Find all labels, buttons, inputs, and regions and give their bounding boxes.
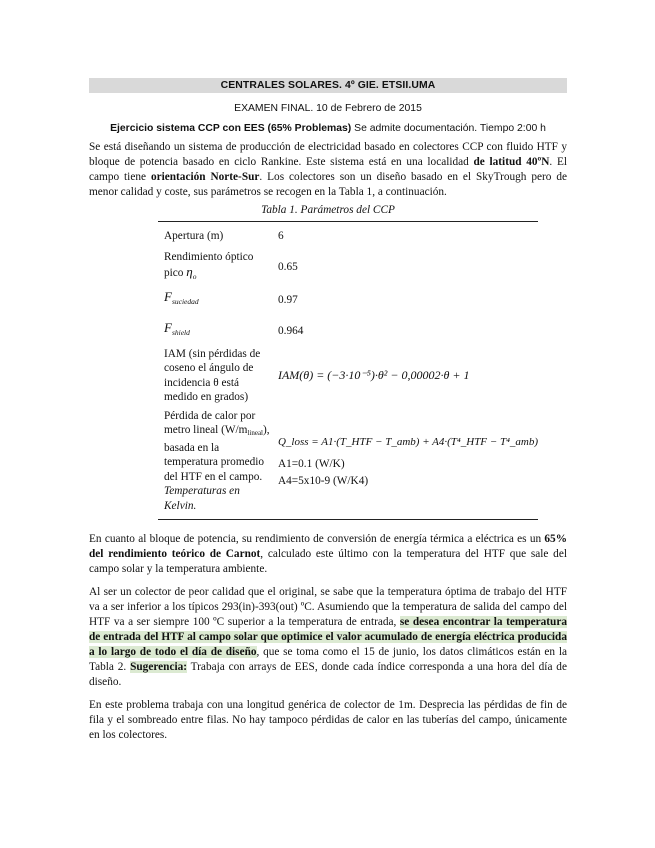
table-row bbox=[158, 405, 538, 520]
table-row bbox=[158, 316, 538, 347]
row-value: 6 bbox=[272, 222, 538, 250]
exercise-title bbox=[89, 122, 567, 136]
highlighted-hint: Sugerencia: bbox=[130, 661, 188, 673]
row-value: 0.97 bbox=[277, 293, 298, 306]
table-caption: Tabla 1. Parámetros del CCP bbox=[261, 204, 395, 216]
table-row bbox=[158, 222, 538, 250]
table-row bbox=[158, 347, 538, 405]
qloss-equation: Q_loss = A1·(T_HTF − T_amb) + A4·(T⁴_HTF − T⁴_amb) bbox=[277, 436, 538, 448]
row-label: $F_{shield}$ bbox=[164, 320, 190, 338]
course-title: CENTRALES SOLARES. 4º GIE. ETSII.UMA bbox=[89, 78, 567, 93]
row-label: $F_{suciedad}$ bbox=[164, 289, 199, 307]
row-label: Apertura (m) bbox=[158, 222, 272, 250]
table-row bbox=[158, 285, 538, 316]
highlighted-goal: se desea encontrar la temperatura de entrada del HTF al campo solar que optimice el valor acumulado de energía eléctrica producida a lo largo de todo el día de diseño bbox=[89, 616, 567, 658]
row-value: 0.964 bbox=[277, 324, 304, 337]
row-value: 0.65 bbox=[277, 260, 298, 273]
row-label: IAM (sin pérdidas de coseno el ángulo de incidencia θ está medido en grados) bbox=[164, 347, 261, 403]
parameters-table bbox=[158, 221, 538, 520]
exam-title: EXAMEN FINAL. 10 de Febrero de 2015 bbox=[234, 103, 422, 114]
heat-loss-formula bbox=[272, 405, 538, 520]
row-label: Pérdida de calor por metro lineal (W/mlineal), basada en la temperatura promedio del HTF en el campo. Temperaturas en Kelvin. bbox=[158, 405, 272, 520]
iam-formula: IAM(θ) = (−3·10⁻⁵)·θ² − 0,00002·θ + 1 bbox=[277, 367, 470, 382]
exercise-title-rest: Se admite documentación. Tiempo 2:00 h bbox=[351, 123, 546, 134]
coefficient-a1: A1=0.1 (W/K) bbox=[277, 457, 345, 470]
row-label: Rendimiento óptico pico $\eta_o$ bbox=[164, 251, 254, 281]
coefficient-a4: A4=5x10-9 (W/K4) bbox=[277, 475, 369, 487]
exercise-title-bold: Ejercicio sistema CCP con EES (65% Problemas) bbox=[110, 123, 352, 134]
power-block-paragraph: En cuanto al bloque de potencia, su rendimiento de conversión de energía térmica a eléctrica es un 65% del rendimiento teórico de Carnot, calculado este último con la temperatura del HTF que sale del campo solar y la temperatura ambiente. bbox=[89, 533, 567, 575]
optimization-paragraph: Al ser un colector de peor calidad que el original, se sabe que la temperatura óptima de trabajo del HTF va a ser inferior a los típicos 293(in)-393(out) ºC. Asumiendo que la temperatura de salida del campo del HTF va a ser siempre 100 ºC superior a la temperatura de entrada, se desea encontrar la temperatura de entrada del HTF al campo solar que optimice el valor acumulado de energía eléctrica producida a lo largo de todo el día de diseño, que se toma como el 15 de junio, los datos climáticos están en la Tabla 2. Sugerencia: Trabaja con arrays de EES, donde cada índice corresponda a una hora del día de diseño. bbox=[89, 586, 567, 688]
document-page bbox=[89, 78, 567, 743]
assumptions-paragraph: En este problema trabaja con una longitud genérica de colector de 1m. Desprecia las pérdidas de fin de fila y el sombreado entre filas. No hay tampoco pérdidas de calor en las tuberías del campo, únicamente en los colectores. bbox=[89, 699, 567, 741]
intro-paragraph: Se está diseñando un sistema de producción de electricidad basado en colectores CCP con fluido HTF y bloque de potencia basado en ciclo Rankine. Este sistema está en una localidad de latitud 40ºN. El campo tiene orientación Norte-Sur. Los colectores son un diseño basado en el SkyTrough pero de menor calidad y coste, sus parámetros se recogen en la Tabla 1, a continuación. bbox=[89, 141, 568, 198]
table-row bbox=[158, 250, 538, 285]
